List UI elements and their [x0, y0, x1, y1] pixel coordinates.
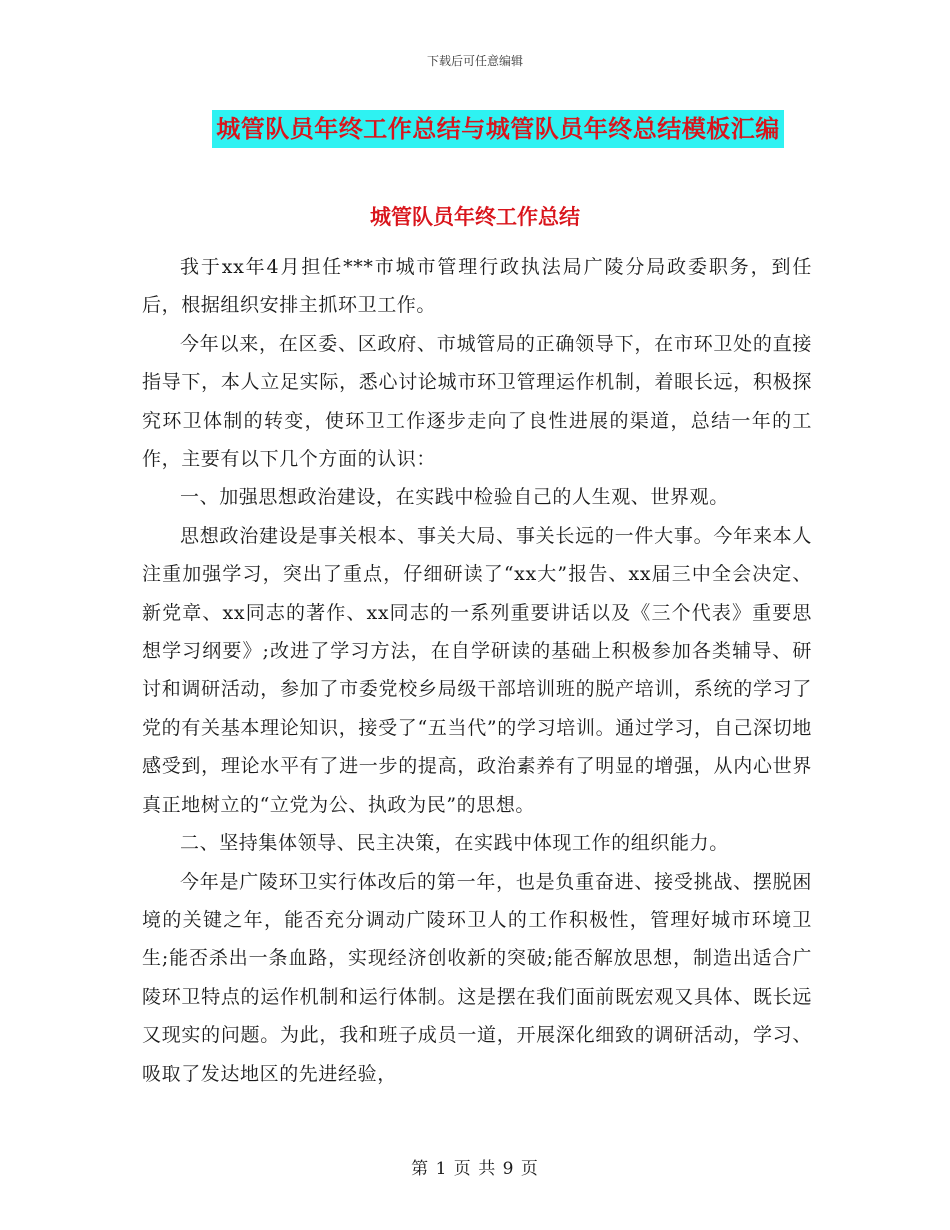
paragraph-heading: 二、坚持集体领导、民主决策，在实践中体现工作的组织能力。: [180, 832, 729, 855]
document-body: [142, 248, 812, 1093]
page-header-note: 下载后可任意编辑: [426, 54, 523, 68]
paragraph: 我于xx年4月担任***市城市管理行政执法局广陵分局政委职务，到任后，根据组织安排主抓环卫工作。: [142, 256, 812, 317]
document-title: 城管队员年终工作总结与城管队员年终总结模板汇编: [212, 110, 784, 148]
paragraph: 思想政治建设是事关根本、事关大局、事关长远的一件大事。今年来本人注重加强学习，突出了重点，仔细研读了“xx大”报告、xx届三中全会决定、新党章、xx同志的著作、xx同志的一系列重要讲话以及《三个代表》重要思想学习纲要》;改进了学习方法，在自学研读的基础上积极参加各类辅导、研讨和调研活动，参加了市委党校乡局级干部培训班的脱产培训，系统的学习了党的有关基本理论知识，接受了“五当代”的学习培训。通过学习，自己深切地感受到，理论水平有了进一步的提高，政治素养有了明显的增强，从内心世界真正地树立的“立党为公、执政为民”的思想。: [142, 524, 812, 816]
page-number: 第 1 页 共 9 页: [411, 1159, 539, 1179]
document-title-container: [0, 110, 950, 148]
section-title: 城管队员年终工作总结: [370, 205, 580, 229]
paragraph: 今年以来，在区委、区政府、市城管局的正确领导下，在市环卫处的直接指导下，本人立足实际，悉心讨论城市环卫管理运作机制，着眼长远，积极探究环卫体制的转变，使环卫工作逐步走向了良性进展的渠道，总结一年的工作，主要有以下几个方面的认识：: [142, 332, 812, 471]
paragraph: 今年是广陵环卫实行体改后的第一年，也是负重奋进、接受挑战、摆脱困境的关键之年，能否充分调动广陵环卫人的工作积极性，管理好城市环境卫生;能否杀出一条血路，实现经济创收新的突破;能否解放思想，制造出适合广陵环卫特点的运作机制和运行体制。这是摆在我们面前既宏观又具体、既长远又现实的问题。为此，我和班子成员一道，开展深化细致的调研活动，学习、吸取了发达地区的先进经验，: [142, 870, 812, 1085]
paragraph-heading: 一、加强思想政治建设，在实践中检验自己的人生观、世界观。: [180, 486, 729, 509]
